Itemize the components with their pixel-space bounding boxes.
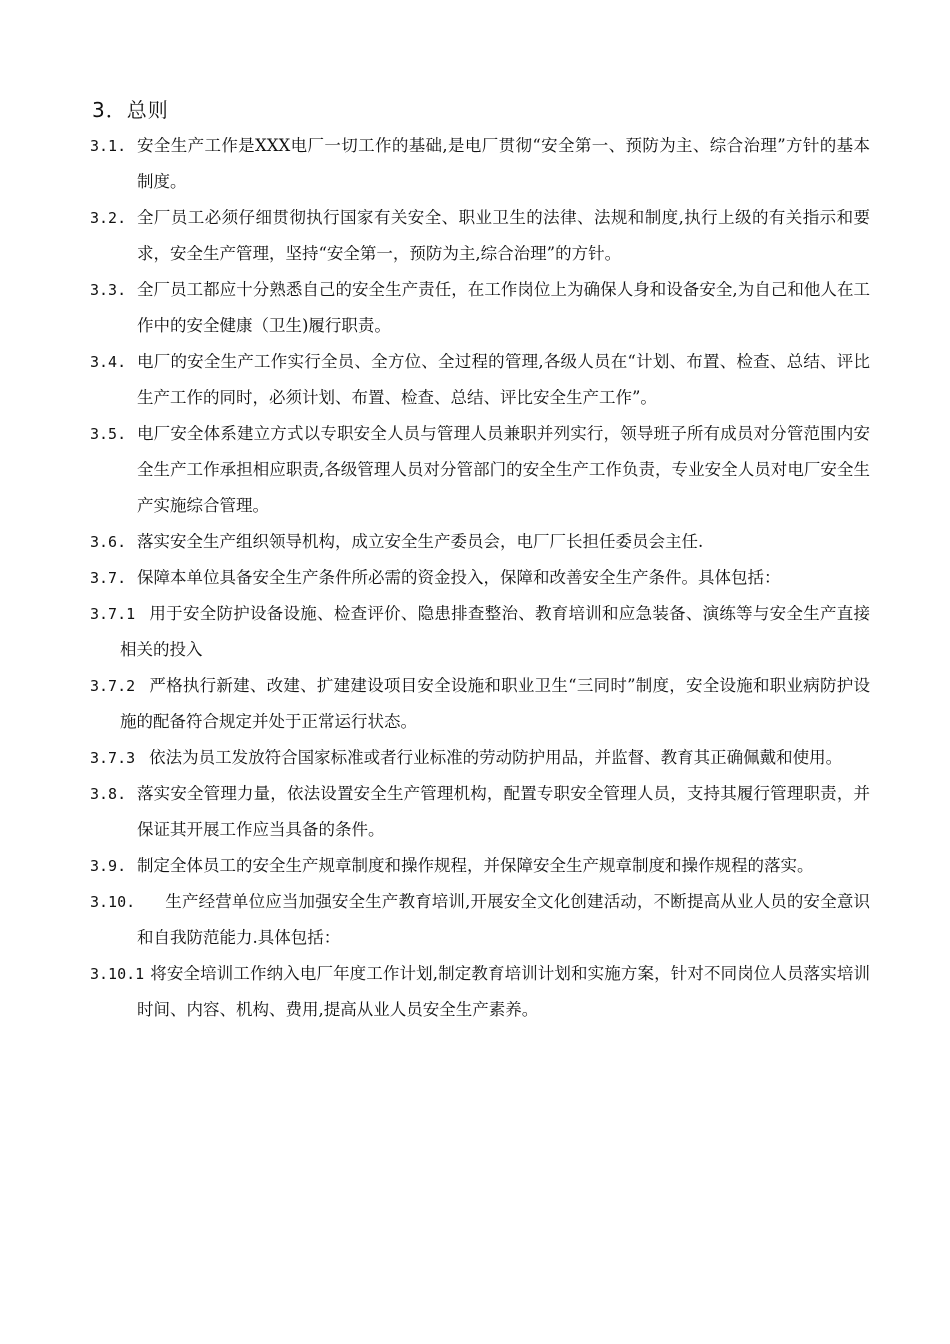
clause-text: 安全生产工作是XXX电厂一切工作的基础,是电厂贯彻“安全第一、预防为主、综合治理”方针的基本制度。	[137, 136, 870, 191]
clause-text: 将安全培训工作纳入电厂年度工作计划,制定教育培训计划和实施方案，针对不同岗位人员落实培训时间、内容、机构、费用,提高从业人员安全生产素养。	[137, 964, 870, 1019]
clause-item	[90, 560, 870, 596]
clause-item	[90, 128, 870, 200]
clause-number: 3.10.1	[90, 965, 145, 983]
section-number: 3．	[92, 98, 127, 122]
clause-text: 落实安全管理力量，依法设置安全生产管理机构，配置专职安全管理人员，支持其履行管理职责，并保证其开展工作应当具备的条件。	[137, 784, 870, 839]
sub-clause-item	[90, 740, 870, 776]
clause-text: 全厂员工都应十分熟悉自己的安全生产责任，在工作岗位上为确保人身和设备安全,为自己和他人在工作中的安全健康（卫生)履行职责。	[137, 280, 870, 335]
clause-item	[90, 884, 870, 956]
sub-clause-item	[90, 596, 870, 668]
sub-clause-item	[90, 956, 870, 1028]
clause-number: 3.1.	[90, 137, 127, 155]
clause-text: 制定全体员工的安全生产规章制度和操作规程，并保障安全生产规章制度和操作规程的落实。	[137, 856, 814, 875]
clause-item	[90, 416, 870, 524]
clause-item	[90, 848, 870, 884]
clause-item	[90, 344, 870, 416]
clause-text: 电厂的安全生产工作实行全员、全方位、全过程的管理,各级人员在“计划、布置、检查、总结、评比生产工作的同时，必须计划、布置、检查、总结、评比安全生产工作”。	[137, 352, 870, 407]
clause-item	[90, 524, 870, 560]
clause-item	[90, 272, 870, 344]
clause-number: 3.7.3	[90, 749, 136, 767]
clause-number: 3.5.	[90, 425, 127, 443]
clause-number: 3.7.2	[90, 677, 136, 695]
clause-text: 落实安全生产组织领导机构，成立安全生产委员会，电厂厂长担任委员会主任.	[137, 532, 704, 551]
clause-list	[90, 128, 870, 1028]
clause-text: 全厂员工必须仔细贯彻执行国家有关安全、职业卫生的法律、法规和制度,执行上级的有关指示和要求，安全生产管理，坚持“安全第一，预防为主,综合治理”的方针。	[137, 208, 870, 263]
clause-text: 保障本单位具备安全生产条件所必需的资金投入，保障和改善安全生产条件。具体包括：	[137, 568, 781, 587]
clause-text: 生产经营单位应当加强安全生产教育培训,开展安全文化创建活动，不断提高从业人员的安全意识和自我防范能力.具体包括：	[137, 892, 870, 947]
clause-number: 3.4.	[90, 353, 127, 371]
clause-text: 用于安全防护设备设施、检查评价、隐患排查整治、教育培训和应急装备、演练等与安全生产直接相关的投入	[120, 604, 870, 659]
clause-number: 3.6.	[90, 533, 127, 551]
clause-number: 3.7.1	[90, 605, 136, 623]
clause-number: 3.10.	[90, 893, 136, 911]
clause-number: 3.9.	[90, 857, 127, 875]
clause-item	[90, 776, 870, 848]
clause-number: 3.8.	[90, 785, 127, 803]
clause-number: 3.7.	[90, 569, 127, 587]
clause-number: 3.3.	[90, 281, 127, 299]
clause-text: 电厂安全体系建立方式以专职安全人员与管理人员兼职并列实行，领导班子所有成员对分管范围内安全生产工作承担相应职责,各级管理人员对分管部门的安全生产工作负责，专业安全人员对电厂安全生产实施综合管理。	[137, 424, 870, 515]
clause-number: 3.2.	[90, 209, 127, 227]
section-heading	[92, 96, 169, 124]
sub-clause-item	[90, 668, 870, 740]
clause-item	[90, 200, 870, 272]
section-title-text: 总则	[126, 98, 169, 122]
clause-text: 严格执行新建、改建、扩建建设项目安全设施和职业卫生“三同时”制度，安全设施和职业病防护设施的配备符合规定并处于正常运行状态。	[120, 676, 870, 731]
clause-text: 依法为员工发放符合国家标准或者行业标准的劳动防护用品，并监督、教育其正确佩戴和使用。	[149, 748, 843, 767]
